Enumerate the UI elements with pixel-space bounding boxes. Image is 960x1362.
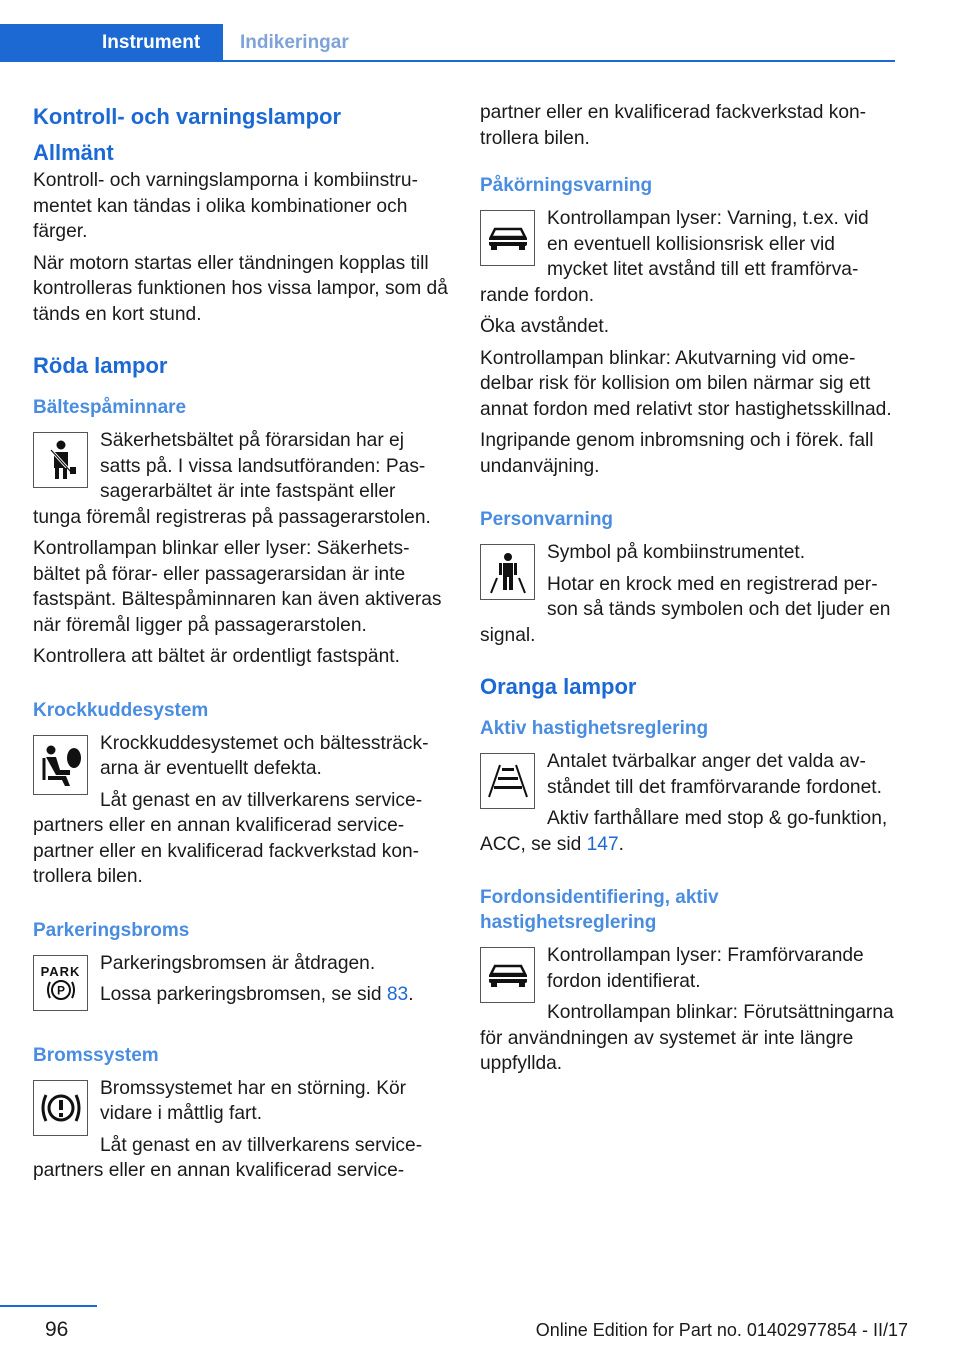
paragraph: Kontrollampan lyser: Framförvarande fordon identifierat. [547, 945, 864, 992]
paragraph: Parkeringsbromsen är åtdragen. [100, 952, 376, 974]
page-link-147[interactable]: 147 [586, 833, 619, 855]
heading-allmant: Allmänt [33, 140, 114, 165]
tab-instrument[interactable]: Instrument [0, 24, 223, 62]
heading-roda-lampor: Röda lampor [33, 353, 168, 378]
footer-rule [0, 1305, 97, 1307]
collision-warning-block [480, 206, 895, 308]
edition-footer: Online Edition for Part no. 01402977854 - II/17 [535, 1320, 908, 1340]
paragraph: När motorn startas eller tändningen kopplas till kontrolleras funktionen hos vissa lampor, som då tänds en kort stund. [33, 252, 448, 325]
paragraph [33, 982, 448, 1008]
paragraph: partner eller en kvalificerad fackverkstad kontrollera bilen. [480, 102, 867, 149]
brake-warning-icon [33, 1080, 88, 1136]
paragraph-text: Lossa parkeringsbromsen, se sid [100, 984, 387, 1005]
page-link-83[interactable]: 83 [386, 984, 409, 1005]
chapter-tabs [0, 24, 895, 62]
heading-pakorningsvarning: Påkörningsvarning [480, 175, 653, 196]
heading-aktiv-hastighetsreglering: Aktiv hastighetsreglering [480, 718, 709, 739]
paragraph: Öka avståndet. [480, 316, 610, 337]
paragraph: Kontrollampan blinkar eller lyser: Säkerhetsbältet på förar- eller passagerarsidan är inte fastspänt. Bältespåminnaren kan även aktiveras när föremål ligger på passagerarstolen. [33, 538, 442, 636]
page-number: 96 [45, 1318, 69, 1341]
acc-distance-block [480, 749, 895, 800]
paragraph: Antalet tvärbalkar anger det valda avståndet till det framförvarande fordonet. [547, 751, 882, 798]
paragraph [480, 806, 895, 857]
paragraph: Kontrollampan blinkar: Akutvarning vid omedelbar risk för kollision om bilen närmar sig ett annat fordon med relativt stor hastighetsskillnad. [480, 347, 892, 420]
heading-oranga-lampor: Oranga lampor [480, 674, 637, 699]
pedestrian-icon [480, 544, 535, 600]
paragraph: Kontroll- och varningslamporna i kombiinstrumentet kan tändas i olika kombinationer och färger. [33, 170, 418, 242]
paragraph-text: Aktiv farthållare med stop & go-funktion, ACC, se sid [480, 808, 888, 855]
heading-personvarning: Personvarning [480, 509, 614, 530]
car-front-icon [480, 210, 535, 266]
pedestrian-warning-block [480, 540, 895, 648]
parking-brake-icon-label: PARK [40, 964, 81, 979]
heading-bromssystem: Bromssystem [33, 1044, 159, 1066]
heading-krockkuddesystem: Krockkuddesystem [33, 699, 209, 721]
parking-brake-icon [33, 955, 88, 1011]
paragraph: Symbol på kombiinstrumentet. [547, 542, 806, 563]
seatbelt-block [33, 428, 448, 530]
airbag-icon [33, 735, 88, 795]
brake-system-block [33, 1076, 448, 1184]
right-column [480, 100, 895, 1083]
left-column [33, 100, 448, 1190]
paragraph-end: . [618, 833, 624, 855]
paragraph: Bromssystemet har en störning. Kör vidare i måttlig fart. [100, 1077, 407, 1124]
parking-brake-block [33, 951, 448, 1015]
airbag-block [33, 731, 448, 890]
paragraph: Låt genast en av tillverkarens servicepartners eller en annan kvalificerad service- [33, 1134, 423, 1181]
section-title: Kontroll- och varningslampor [33, 104, 342, 129]
seatbelt-icon [33, 432, 88, 488]
vehicle-detected-block [480, 943, 895, 1077]
paragraph-end: . [408, 984, 414, 1005]
tab-indikeringar[interactable]: Indikeringar [240, 32, 349, 53]
heading-baltespaminnare: Bältespåminnare [33, 397, 187, 418]
paragraph: Låt genast en av tillverkarens servicepartners eller en annan kvalificerad servicepartner eller en kvalificerad fackverkstad kontrollera bilen. [33, 789, 423, 887]
paragraph: Säkerhetsbältet på förarsidan har ej satts på. I vissa landsutföranden: Passagerarbältet är inte fastspänt eller tunga föremål registreras på passagerarstolen. [33, 430, 431, 528]
svg-text:P: P [56, 983, 65, 998]
heading-parkeringsbroms: Parkeringsbroms [33, 919, 190, 941]
paragraph: Krockkuddesystemet och bältessträckarna är eventuellt defekta. [100, 732, 429, 779]
acc-distance-icon [480, 753, 535, 809]
paragraph: Ingripande genom inbromsning och i förek. fall undanväjning. [480, 430, 874, 477]
paragraph: Kontrollampan blinkar: Förutsättningarna för användningen av systemet är inte längre uppfyllda. [480, 1002, 894, 1074]
heading-fordonsidentifiering: Fordonsidentifiering, aktiv hastighetsreglering [480, 887, 719, 933]
paragraph: Kontrollampan lyser: Varning, t.ex. vid en eventuell kollisionsrisk eller vid mycket litet avstånd till ett framförvarande fordon. [480, 208, 869, 306]
paragraph: Hotar en krock med en registrerad person så tänds symbolen och det ljuder en signal. [480, 573, 891, 646]
paragraph: Kontrollera att bältet är ordentligt fastspänt. [33, 646, 400, 667]
vehicle-detected-icon [480, 947, 535, 1003]
